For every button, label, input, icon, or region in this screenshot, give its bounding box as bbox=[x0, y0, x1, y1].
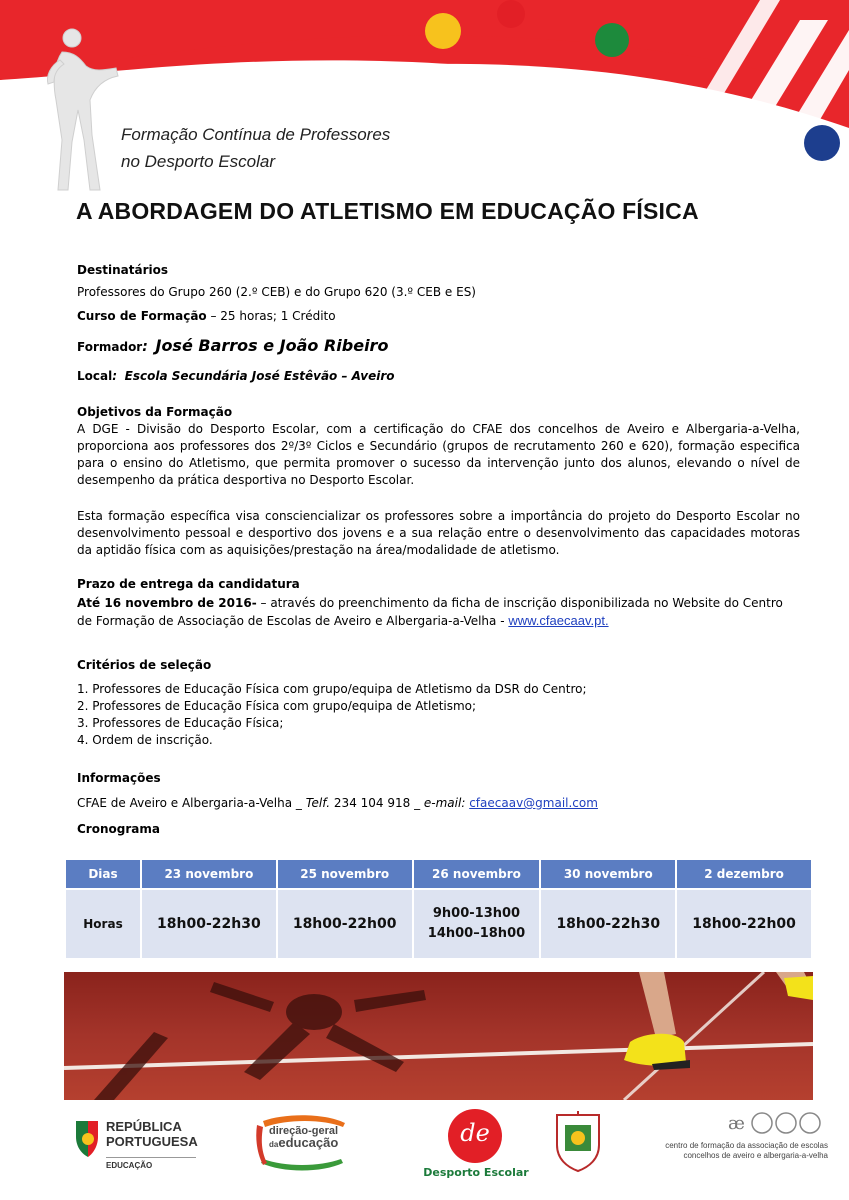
location-colon: : bbox=[112, 369, 118, 383]
criteria-item: 2. Professores de Educação Física com grupo/equipa de Atletismo; bbox=[77, 699, 477, 713]
email-link[interactable]: cfaecaav@gmail.com bbox=[469, 796, 598, 810]
table-header-cell: 23 novembro bbox=[141, 859, 277, 889]
dge-line2: da bbox=[269, 1140, 279, 1149]
audience-heading: Destinatários bbox=[77, 263, 168, 277]
ball-yellow bbox=[425, 13, 461, 49]
info-email-label: e-mail: bbox=[423, 796, 466, 810]
objectives-paragraph1: A DGE - Divisão do Desporto Escolar, com a certificação do CFAE dos concelhos de Aveiro e Albergaria-a-Velha, proporciona aos professores dos 2º/3º Ciclos e Secundário (grupos de recrutamento 260 e 620), formação especifica para o ensino do Atletismo, que permita promover o sucesso da intervenção junto dos alunos, elevando o nível de desempenho da prática desportiva no Desporto Escolar. bbox=[77, 422, 800, 487]
page-title: A ABORDAGEM DO ATLETISMO EM EDUCAÇÃO FÍSICA bbox=[76, 198, 699, 224]
deadline-heading: Prazo de entrega da candidatura bbox=[77, 577, 300, 591]
course-label: Curso de Formação bbox=[77, 309, 207, 323]
criteria-heading: Critérios de seleção bbox=[77, 658, 212, 672]
table-row bbox=[65, 889, 812, 959]
dge-logo bbox=[255, 1113, 350, 1175]
criteria-item: 4. Ordem de inscrição. bbox=[77, 733, 213, 747]
schedule-table bbox=[64, 858, 813, 960]
table-cell: 18h00-22h30 bbox=[141, 889, 277, 959]
info-line bbox=[77, 795, 800, 812]
audience-text: Professores do Grupo 260 (2.º CEB) e do Grupo 620 (3.º CEB e ES) bbox=[77, 285, 476, 299]
desporto-mark: de bbox=[460, 1119, 490, 1147]
table-header-cell: 25 novembro bbox=[277, 859, 413, 889]
info-phone: 234 104 918 _ bbox=[330, 796, 424, 810]
info-org: CFAE de Aveiro e Albergaria-a-Velha _ bbox=[77, 796, 306, 810]
criteria-item: 1. Professores de Educação Física com grupo/equipa de Atletismo da DSR do Centro; bbox=[77, 682, 587, 696]
desporto-escolar-logo bbox=[420, 1109, 540, 1184]
cfae-logo bbox=[648, 1109, 828, 1179]
deadline-body: – através do preenchimento da ficha de inscrição disponibilizada no Website do Centro de Formação de Associação de Escolas de Aveiro e Albergaria-a-Velha - bbox=[77, 596, 783, 628]
table-cell: 18h00-22h00 bbox=[676, 889, 812, 959]
republica-emblem-icon bbox=[72, 1119, 100, 1159]
subtitle-line2: no Desporto Escolar bbox=[121, 152, 276, 171]
location-text: Escola Secundária José Estêvão – Aveiro bbox=[124, 369, 395, 383]
table-cell: 18h00-22h30 bbox=[540, 889, 676, 959]
trainer-names: José Barros e João Ribeiro bbox=[155, 336, 389, 355]
republica-line2: PORTUGUESA bbox=[106, 1134, 198, 1149]
school-shield-icon bbox=[553, 1111, 603, 1173]
ball-blue bbox=[804, 125, 840, 161]
deadline-text bbox=[77, 595, 800, 630]
criteria-list bbox=[77, 681, 800, 749]
trainer-line bbox=[77, 337, 800, 356]
criteria-item: 3. Professores de Educação Física; bbox=[77, 716, 284, 730]
table-cell: 18h00-22h00 bbox=[277, 889, 413, 959]
cfae-line2: concelhos de aveiro e albergaria-a-velha bbox=[683, 1151, 828, 1160]
republica-logo bbox=[72, 1117, 202, 1177]
dge-line1: direção-geral bbox=[269, 1125, 339, 1137]
ball-red bbox=[497, 0, 525, 28]
cfae-line1: centro de formação da associação de escolas bbox=[665, 1141, 828, 1150]
table-cell-line: 9h00-13h00 bbox=[432, 906, 521, 921]
subtitle-line1: Formação Contínua de Professores bbox=[121, 125, 391, 144]
course-text: – 25 horas; 1 Crédito bbox=[206, 309, 336, 323]
table-cell bbox=[413, 889, 541, 959]
trainer-label: Formador bbox=[77, 340, 143, 354]
location-label: Local bbox=[77, 369, 113, 383]
table-header-cell: 2 dezembro bbox=[676, 859, 812, 889]
table-header-cell: Dias bbox=[65, 859, 141, 889]
objectives-paragraph2: Esta formação específica visa consciencializar os professores sobre a importância do projeto do Desporto Escolar no desenvolvimento pessoal e desportivo dos jovens e a sua relação entre o desenvolvimento das capacidades motoras da aptidão física com as aquisições/prestação na área/modalidade de atletismo. bbox=[77, 509, 800, 557]
website-link[interactable]: www.cfaecaav.pt. bbox=[508, 613, 609, 628]
dge-line3: educação bbox=[278, 1135, 339, 1150]
deadline-date: Até 16 novembro de 2016- bbox=[77, 596, 257, 610]
table-cell: Horas bbox=[65, 889, 141, 959]
subtitle bbox=[121, 121, 390, 175]
info-heading: Informações bbox=[77, 771, 161, 785]
ball-green bbox=[595, 23, 629, 57]
objectives-heading: Objetivos da Formação bbox=[77, 405, 233, 419]
table-cell-line: 14h00–18h00 bbox=[427, 926, 526, 941]
location-line bbox=[77, 368, 800, 385]
republica-line1: REPÚBLICA bbox=[106, 1119, 182, 1134]
table-header-cell: 26 novembro bbox=[413, 859, 541, 889]
cfae-crests-icon bbox=[728, 1109, 828, 1137]
svg-text:æ: æ bbox=[728, 1113, 745, 1134]
course-line bbox=[77, 308, 800, 325]
table-header-row bbox=[65, 859, 812, 889]
desporto-name: Desporto Escolar bbox=[423, 1166, 529, 1179]
table-header-cell: 30 novembro bbox=[540, 859, 676, 889]
trainer-colon: : bbox=[142, 339, 148, 355]
schedule-heading: Cronograma bbox=[77, 822, 160, 836]
info-phone-label: Telf. bbox=[305, 796, 331, 810]
footer-logos bbox=[0, 1105, 849, 1200]
track-photo bbox=[64, 972, 813, 1100]
republica-line3: EDUCAÇÃO bbox=[106, 1157, 196, 1170]
